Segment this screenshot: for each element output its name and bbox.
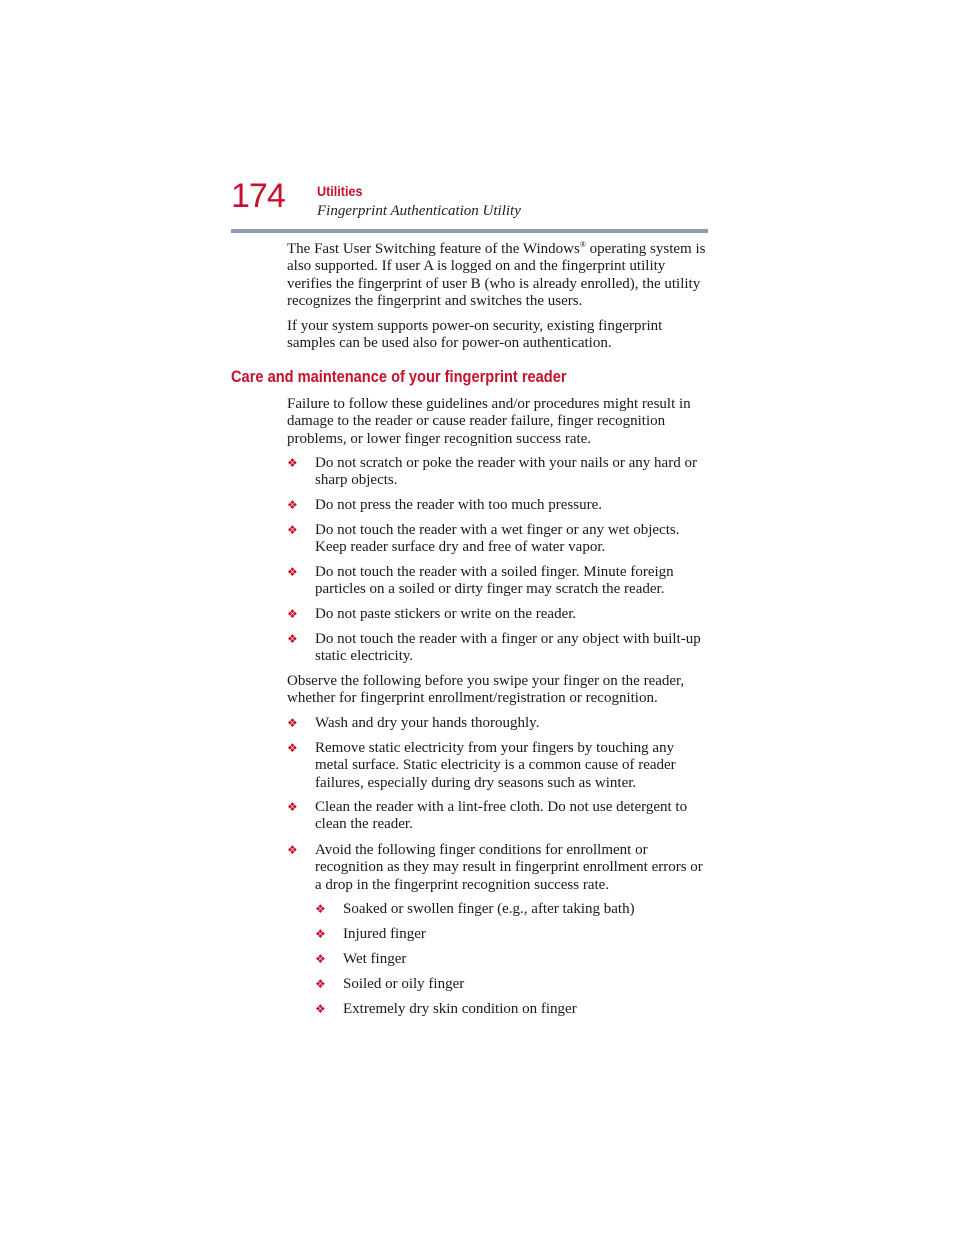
diamond-bullet-icon: ❖: [287, 716, 298, 730]
diamond-bullet-icon: ❖: [287, 741, 298, 755]
diamond-bullet-icon: ❖: [287, 607, 298, 621]
page-number: 174: [231, 177, 285, 215]
chapter-title: Utilities: [317, 183, 363, 199]
diamond-bullet-icon: ❖: [287, 565, 298, 579]
care-heading: Care and maintenance of your fingerprint reader: [231, 367, 567, 386]
diamond-bullet-icon: ❖: [287, 800, 298, 814]
care-intro: Failure to follow these guidelines and/or procedures might result in damage to the reader or cause reader failure, finger recognition problems, or lower finger recognition success rate.: [287, 396, 691, 447]
section-title: Fingerprint Authentication Utility: [317, 203, 521, 219]
diamond-bullet-icon: ❖: [315, 952, 326, 966]
diamond-bullet-icon: ❖: [315, 902, 326, 916]
intro-paragraph-2: If your system supports power-on security, existing fingerprint samples can be used also for power-on authentication.: [287, 318, 663, 352]
observe-paragraph: Observe the following before you swipe your finger on the reader, whether for fingerprint enrollment/registration or recognition.: [287, 673, 685, 707]
diamond-bullet-icon: ❖: [287, 632, 298, 646]
diamond-bullet-icon: ❖: [315, 1002, 326, 1016]
diamond-bullet-icon: ❖: [287, 843, 298, 857]
diamond-bullet-icon: ❖: [287, 523, 298, 537]
header-rule: [231, 229, 708, 233]
diamond-bullet-icon: ❖: [315, 927, 326, 941]
diamond-bullet-icon: ❖: [315, 977, 326, 991]
intro-paragraph-1: The Fast User Switching feature of the Windows® operating system is also supported. If user A is logged on and the fingerprint utility verifies the fingerprint of user B (who is already enrolled), the utility recognizes the fingerprint and switches the users.: [287, 240, 706, 309]
diamond-bullet-icon: ❖: [287, 456, 298, 470]
diamond-bullet-icon: ❖: [287, 498, 298, 512]
